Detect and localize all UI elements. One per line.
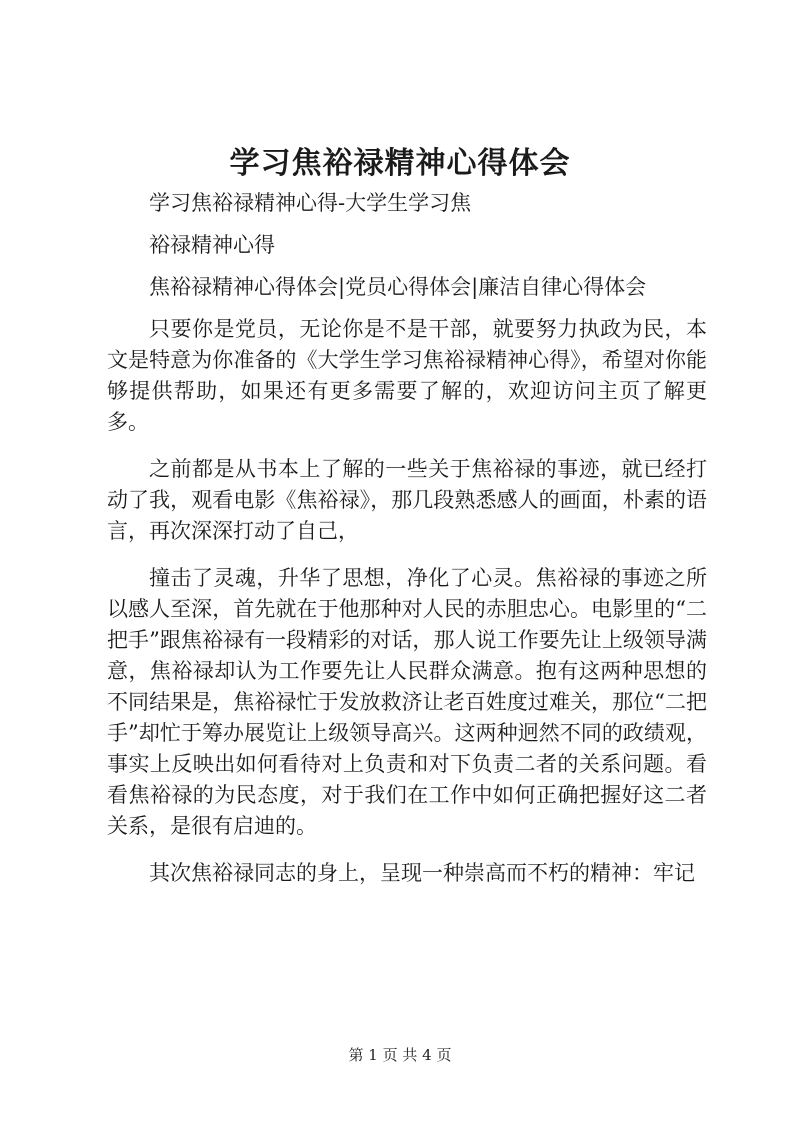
document-body <box>107 188 707 889</box>
document-title: 学习焦裕禄精神心得体会 <box>229 146 571 181</box>
paragraph: 撞击了灵魂，升华了思想，净化了心灵。焦裕禄的事迹之所以感人至深，首先就在于他那种对人民的赤胆忠心。电影里的“二把手”跟焦裕禄有一段精彩的对话，那人说工作要先让上级领导满意，焦裕禄却认为工作要先让人民群众满意。抱有这两种思想的不同结果是，焦裕禄忙于发放救济让老百姓度过难关，那位“二把手”却忙于筹办展览让上级领导高兴。这两种迥然不同的政绩观，事实上反映出如何看待对上负责和对下负责二者的关系问题。看看焦裕禄的为民态度，对于我们在工作中如何正确把握好这二者关系，是很有启迪的。 <box>107 566 707 838</box>
paragraph: 只要你是党员，无论你是不是干部，就要努力执政为民，本文是特意为你准备的《大学生学习焦裕禄精神心得》，希望对你能够提供帮助，如果还有更多需要了解的，欢迎访问主页了解更多。 <box>107 317 707 434</box>
paragraph: 其次焦裕禄同志的身上，呈现一种崇高而不朽的精神：牢记 <box>149 861 695 885</box>
paragraph: 之前都是从书本上了解的一些关于焦裕禄的事迹，就已经打动了我，观看电影《焦裕禄》，那几段熟悉感人的画面，朴素的语言，再次深深打动了自己， <box>107 457 707 543</box>
header-line: 裕禄精神心得 <box>149 233 275 257</box>
header-line: 焦裕禄精神心得体会|党员心得体会|廉洁自律心得体会 <box>149 275 647 299</box>
header-line: 学习焦裕禄精神心得-大学生学习焦 <box>149 191 472 215</box>
page-number-footer: 第 1 页 共 4 页 <box>348 1046 452 1064</box>
